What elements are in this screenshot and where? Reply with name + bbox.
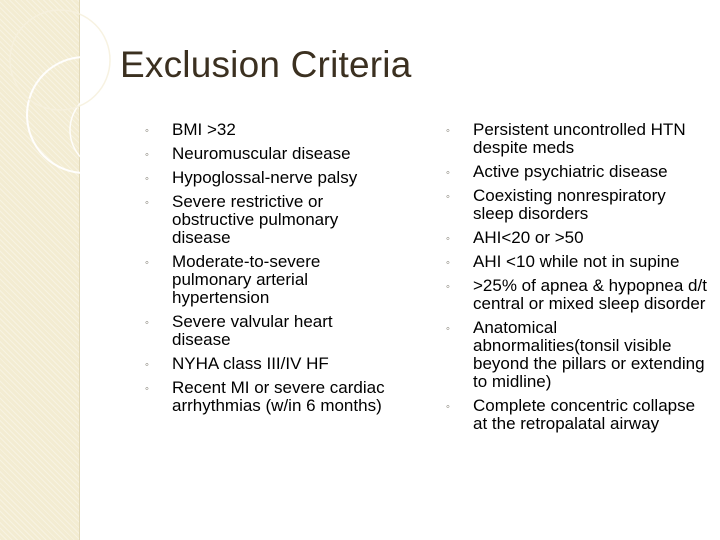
- bullet-icon: ◦: [446, 401, 450, 413]
- list-item: [145, 145, 390, 163]
- bullet-icon: ◦: [145, 359, 149, 371]
- right-criteria-list: [446, 121, 708, 439]
- list-item: [145, 355, 390, 373]
- list-item: [446, 277, 708, 313]
- list-item: [446, 187, 708, 223]
- bullet-icon: ◦: [145, 257, 149, 269]
- slide-title: Exclusion Criteria: [120, 44, 412, 85]
- left-criteria-list: [145, 121, 390, 421]
- bullet-icon: ◦: [446, 233, 450, 245]
- list-item: [446, 121, 708, 157]
- list-item-text: Persistent uncontrolled HTN despite meds: [473, 120, 686, 157]
- bullet-icon: ◦: [145, 197, 149, 209]
- bullet-icon: ◦: [145, 383, 149, 395]
- list-item-text: BMI >32: [172, 120, 236, 139]
- list-item-text: Anatomical abnormalities(tonsil visible beyond the pillars or extending to midline): [473, 318, 705, 391]
- bullet-icon: ◦: [145, 149, 149, 161]
- list-item-text: Severe restrictive or obstructive pulmonary disease: [172, 192, 339, 247]
- bullet-icon: ◦: [446, 191, 450, 203]
- list-item-text: >25% of apnea & hypopnea d/t central or mixed sleep disorder: [473, 276, 707, 313]
- list-item-text: Severe valvular heart disease: [172, 312, 333, 349]
- list-item: [145, 193, 390, 247]
- bullet-icon: ◦: [446, 257, 450, 269]
- bullet-icon: ◦: [446, 167, 450, 179]
- list-item: [145, 379, 390, 415]
- list-item-text: AHI<20 or >50: [473, 228, 584, 247]
- bullet-icon: ◦: [446, 125, 450, 137]
- list-item-text: Active psychiatric disease: [473, 162, 668, 181]
- list-item: [446, 253, 708, 271]
- bullet-icon: ◦: [145, 173, 149, 185]
- list-item: [446, 319, 708, 391]
- list-item-text: AHI <10 while not in supine: [473, 252, 680, 271]
- bullet-icon: ◦: [145, 317, 149, 329]
- list-item: [446, 229, 708, 247]
- list-item-text: Moderate-to-severe pulmonary arterial hypertension: [172, 252, 321, 307]
- bullet-icon: ◦: [145, 125, 149, 137]
- list-item: [446, 163, 708, 181]
- list-item-text: Complete concentric collapse at the retropalatal airway: [473, 396, 696, 433]
- list-item-text: Recent MI or severe cardiac arrhythmias (w/in 6 months): [172, 378, 385, 415]
- list-item-text: Neuromuscular disease: [172, 144, 351, 163]
- list-item: [145, 121, 390, 139]
- bullet-icon: ◦: [446, 281, 450, 293]
- list-item-text: Coexisting nonrespiratory sleep disorders: [473, 186, 666, 223]
- bullet-icon: ◦: [446, 323, 450, 335]
- list-item: [446, 397, 708, 433]
- list-item-text: Hypoglossal-nerve palsy: [172, 168, 358, 187]
- list-item: [145, 253, 390, 307]
- list-item: [145, 169, 390, 187]
- list-item-text: NYHA class III/IV HF: [172, 354, 329, 373]
- list-item: [145, 313, 390, 349]
